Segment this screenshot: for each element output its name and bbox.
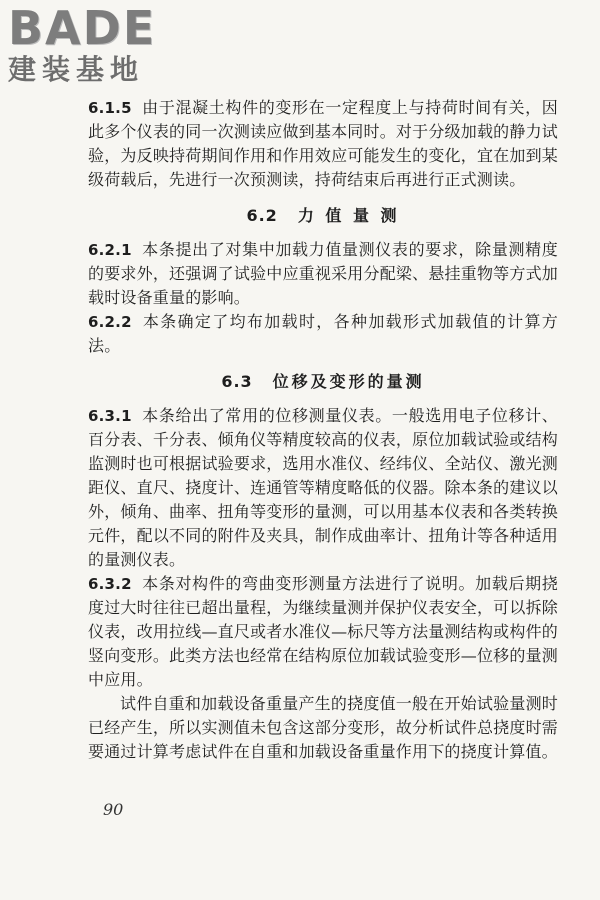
section-heading-6-2: [88, 204, 558, 228]
clause-6-3-2: [88, 572, 558, 692]
section-title: 位移及变形的量测: [272, 372, 425, 391]
logo-brand: BADE: [8, 1, 157, 55]
section-number: 6.2: [246, 206, 278, 225]
logo: [8, 1, 183, 90]
clause-6-2-1: [88, 238, 558, 310]
clause-number: 6.3.1: [88, 407, 132, 425]
clause-number: 6.3.2: [88, 575, 132, 593]
clause-number: 6.2.2: [88, 313, 132, 331]
clause-text: 本条给出了常用的位移测量仪表。一般选用电子位移计、百分表、千分表、倾角仪等精度较高的仪表，原位加载试验或结构监测时也可根据试验要求，选用水准仪、经纬仪、全站仪、激光测距仪、直尺、挠度计、连通管等精度略低的仪器。除本条的建议以外，倾角、曲率、扭角等变形的量测，可以用基本仪表和各类转换元件，配以不同的附件及夹具，制作成曲率计、扭角计等各种适用的量测仪表。: [88, 406, 558, 569]
clause-text: 由于混凝土构件的变形在一定程度上与持荷时间有关，因此多个仪表的同一次测读应做到基本同时。对于分级加载的静力试验，为反映持荷期间作用和作用效应可能发生的变化，宜在加到某级荷载后，先进行一次预测读，持荷结束后再进行正式测读。: [88, 98, 558, 189]
clause-6-3-1: [88, 404, 558, 572]
document-body: [88, 96, 558, 764]
clause-text: 本条确定了均布加载时，各种加载形式加载值的计算方法。: [88, 312, 558, 355]
clause-text: 本条提出了对集中加载力值量测仪表的要求，除量测精度的要求外，还强调了试验中应重视采用分配梁、悬挂重物等方式加载时设备重量的影响。: [88, 240, 558, 307]
clause-6-1-5: [88, 96, 558, 192]
clause-number: 6.1.5: [88, 99, 132, 117]
section-heading-6-3: [88, 370, 558, 394]
clause-6-3-2-continuation: 试件自重和加载设备重量产生的挠度值一般在开始试验量测时已经产生，所以实测值未包含这部分变形，故分析试件总挠度时需要通过计算考虑试件在自重和加载设备重量作用下的挠度计算值。: [88, 694, 558, 761]
clause-number: 6.2.1: [88, 241, 132, 259]
clause-text: 本条对构件的弯曲变形测量方法进行了说明。加载后期挠度过大时往往已超出量程，为继续量测并保护仪表安全，可以拆除仪表，改用拉线—直尺或者水准仪—标尺等方法量测结构或构件的竖向变形。此类方法也经常在结构原位加载试验变形—位移的量测中应用。: [88, 574, 558, 689]
section-number: 6.3: [221, 372, 253, 391]
section-title: 力 值 量 测: [297, 206, 400, 225]
page-number: 90: [103, 800, 124, 819]
logo-subtitle: 建装基地: [8, 53, 145, 86]
clause-6-2-2: [88, 310, 558, 358]
